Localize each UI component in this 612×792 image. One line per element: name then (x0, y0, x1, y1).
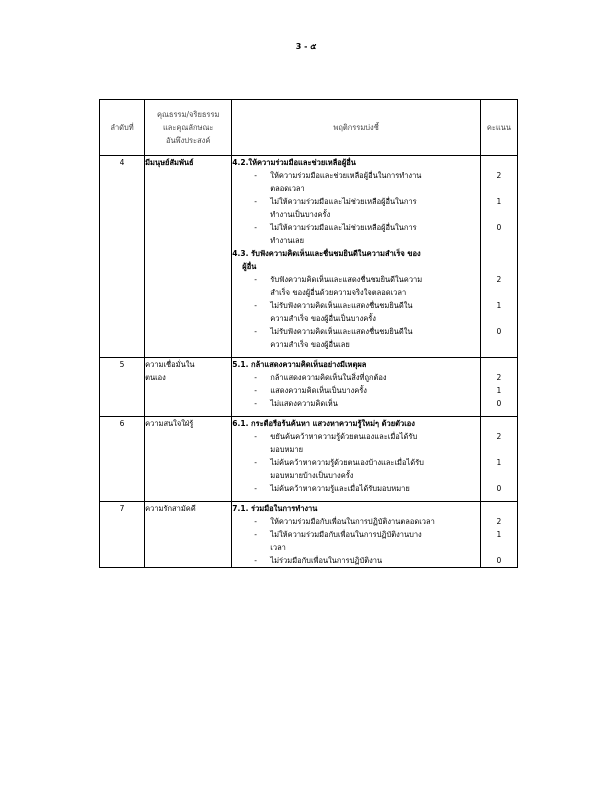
score-value: 2 (496, 432, 502, 441)
score-value: 2 (496, 275, 502, 284)
behavior-text: ให้ความร่วมมือและช่วยเหลือผู้อื่นในการทำงาน (270, 171, 422, 180)
behavior-item (232, 208, 480, 221)
score-value: 2 (496, 373, 502, 382)
header-trait-line: คุณธรรม/จริยธรรม (156, 110, 220, 119)
behavior-item (232, 182, 480, 195)
behavior-item (232, 430, 480, 443)
row-number: 5 (100, 358, 145, 417)
behavior-item (232, 221, 480, 234)
score-value: 0 (496, 399, 502, 408)
score-value: 0 (496, 556, 502, 565)
criterion-title: 7.1. ร่วมมือในการทำงาน (232, 504, 318, 513)
bullet-dash-icon: - (254, 373, 258, 382)
behavior-item (232, 273, 480, 286)
behavior-text: ขยันค้นคว้าหาความรู้ด้วยตนเองและเมื่อได้รับ (270, 432, 418, 441)
row-number: 6 (100, 417, 145, 502)
header-trait-line: และคุณลักษณะ (162, 123, 214, 132)
header-no: ลำดับที่ (100, 100, 145, 156)
behavior-item (232, 456, 480, 469)
trait-line: ความรักสามัคคี (145, 504, 196, 513)
behavior-text: ไม่ให้ความร่วมมือและไม่ช่วยเหลือผู้อื่นในการ (270, 223, 417, 232)
behavior-item (232, 195, 480, 208)
row-number: 7 (100, 502, 145, 568)
trait-line: ความสนใจใฝ่รู้ (145, 419, 194, 428)
trait-cell (145, 156, 232, 358)
score-value: 1 (496, 530, 502, 539)
behavior-text: ไม่ร่วมมือกับเพื่อนในการปฏิบัติงาน (270, 556, 383, 565)
header-row (100, 100, 518, 156)
score-value: 0 (496, 327, 502, 336)
criterion-title: 4.3. รับฟังความคิดเห็นและชื่นชมยินดีในความสำเร็จ ของ (232, 249, 421, 258)
bullet-dash-icon: - (254, 484, 258, 493)
score-value: 1 (496, 301, 502, 310)
table-row (100, 156, 518, 358)
behavior-item (232, 482, 480, 495)
bullet-dash-icon: - (254, 556, 258, 565)
behavior-cell (232, 502, 481, 568)
bullet-dash-icon: - (254, 517, 258, 526)
bullet-dash-icon: - (254, 399, 258, 408)
score-value: 1 (496, 386, 502, 395)
header-trait-line: อันพึงประสงค์ (166, 136, 211, 145)
behavior-text: กล้าแสดงความคิดเห็นในสิ่งที่ถูกต้อง (270, 373, 387, 382)
behavior-item (232, 541, 480, 554)
trait-cell (145, 358, 232, 417)
behavior-item (232, 371, 480, 384)
behavior-item (232, 397, 480, 410)
score-value: 2 (496, 517, 502, 526)
behavior-item (232, 443, 480, 456)
behavior-text: ไม่แสดงความคิดเห็น (270, 399, 338, 408)
trait-cell (145, 417, 232, 502)
behavior-text: สำเร็จ ของผู้อื่นด้วยความจริงใจตลอดเวลา (270, 288, 407, 297)
bullet-dash-icon: - (254, 530, 258, 539)
bullet-dash-icon: - (254, 327, 258, 336)
behavior-text: ความสำเร็จ ของผู้อื่นเป็นบางครั้ง (270, 314, 376, 323)
bullet-dash-icon: - (254, 223, 258, 232)
behavior-text: ไม่ให้ความร่วมมือกับเพื่อนในการปฏิบัติงานบาง (270, 530, 422, 539)
row-number: 4 (100, 156, 145, 358)
trait-cell (145, 502, 232, 568)
trait-line: มีมนุษย์สัมพันธ์ (145, 158, 194, 167)
page-number: 3 - ๕ (295, 42, 317, 51)
bullet-dash-icon: - (254, 458, 258, 467)
behavior-text: ไม่ให้ความร่วมมือและไม่ช่วยเหลือผู้อื่นในการ (270, 197, 417, 206)
behavior-item (232, 469, 480, 482)
behavior-text: มอบหมาย (270, 445, 303, 454)
score-cell (480, 502, 517, 568)
header-score: คะแนน (480, 100, 517, 156)
score-value: 1 (496, 197, 502, 206)
behavior-text: ไม่รับฟังความคิดเห็นและแสดงชื่นชมยินดีใน (270, 301, 413, 310)
behavior-text: ไม่ค้นคว้าหาความรู้และเมื่อได้รับมอบหมาย (270, 484, 410, 493)
behavior-text: ไม่ค้นคว้าหาความรู้ด้วยตนเองบ้างและเมื่อได้รับ (270, 458, 424, 467)
bullet-dash-icon: - (254, 275, 258, 284)
header-behavior: พฤติกรรมบ่งชี้ (232, 100, 481, 156)
score-cell (480, 358, 517, 417)
bullet-dash-icon: - (254, 301, 258, 310)
trait-line: ตนเอง (145, 373, 166, 382)
bullet-dash-icon: - (254, 386, 258, 395)
bullet-dash-icon: - (254, 432, 258, 441)
table-row (100, 358, 518, 417)
score-value: 1 (496, 458, 502, 467)
behavior-cell (232, 417, 481, 502)
behavior-item (232, 515, 480, 528)
table-row (100, 417, 518, 502)
behavior-text: ไม่รับฟังความคิดเห็นและแสดงชื่นชมยินดีใน (270, 327, 413, 336)
behavior-item (232, 286, 480, 299)
header-trait (145, 100, 232, 156)
criterion-title: 5.1. กล้าแสดงความคิดเห็นอย่างมีเหตุผล (232, 360, 367, 369)
behavior-item (232, 325, 480, 338)
score-cell (480, 417, 517, 502)
score-value: 0 (496, 484, 502, 493)
criterion-title: ผู้อื่น (242, 262, 257, 271)
behavior-text: ให้ความร่วมมือกับเพื่อนในการปฏิบัติงานตลอดเวลา (270, 517, 435, 526)
score-value: 0 (496, 223, 502, 232)
behavior-item (232, 312, 480, 325)
criterion-title: 4.2.ให้ความร่วมมือและช่วยเหลือผู้อื่น (232, 158, 356, 167)
behavior-text: เวลา (270, 543, 286, 552)
behavior-cell (232, 358, 481, 417)
score-cell (480, 156, 517, 358)
behavior-item (232, 528, 480, 541)
behavior-item (232, 234, 480, 247)
behavior-text: มอบหมายบ้างเป็นบางครั้ง (270, 471, 354, 480)
rubric-table (99, 99, 518, 568)
trait-line: ความเชื่อมั่นใน (145, 360, 195, 369)
behavior-text: แสดงความคิดเห็นเป็นบางครั้ง (270, 386, 367, 395)
behavior-item (232, 169, 480, 182)
behavior-cell (232, 156, 481, 358)
bullet-dash-icon: - (254, 197, 258, 206)
bullet-dash-icon: - (254, 171, 258, 180)
behavior-text: ความสำเร็จ ของผู้อื่นเลย (270, 340, 350, 349)
criterion-title: 6.1. กระตือรือร้นค้นหา แสวงหาความรู้ใหม่ๆ ด้วยตัวเอง (232, 419, 415, 428)
behavior-item (232, 384, 480, 397)
behavior-text: ทำงานเป็นบางครั้ง (270, 210, 331, 219)
behavior-text: รับฟังความคิดเห็นและแสดงชื่นชมยินดีในความ (270, 275, 423, 284)
behavior-text: ทำงานเลย (270, 236, 305, 245)
table-row (100, 502, 518, 568)
behavior-item (232, 299, 480, 312)
behavior-item (232, 338, 480, 351)
behavior-text: ตลอดเวลา (270, 184, 305, 193)
behavior-item (232, 554, 480, 567)
score-value: 2 (496, 171, 502, 180)
